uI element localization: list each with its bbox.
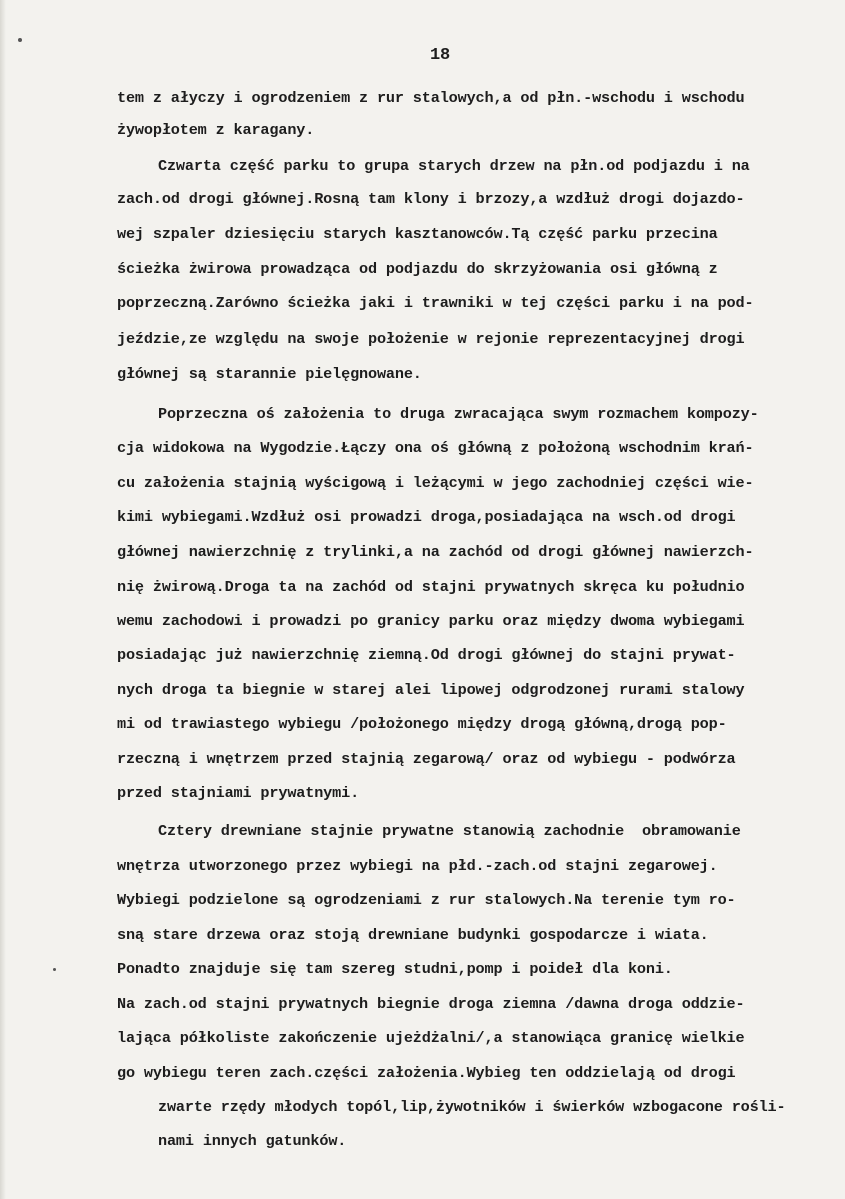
text-line: nię żwirową.Droga ta na zachód od stajni prywatnych skręca ku południo [117,578,745,596]
text-line: cu założenia stajnią wyścigową i leżącymi w jego zachodniej części wie- [117,474,754,492]
text-line: Wybiegi podzielone są ogrodzeniami z rur stalowych.Na terenie tym ro- [117,891,736,909]
page-edge-shadow [0,0,6,1199]
text-line: posiadając już nawierzchnię ziemną.Od drogi głównej do stajni prywat- [117,646,736,664]
text-line: wej szpaler dziesięciu starych kasztanowców.Tą część parku przecina [117,225,718,243]
text-line: cja widokowa na Wygodzie.Łączy ona oś główną z położoną wschodnim krań- [117,439,754,457]
text-line: głównej nawierzchnię z trylinki,a na zachód od drogi głównej nawierzch- [117,543,754,561]
text-line: rzeczną i wnętrzem przed stajnią zegarową/ oraz od wybiegu - podwórza [117,750,736,768]
text-line: go wybiegu teren zach.części założenia.Wybieg ten oddzielają od drogi [117,1064,736,1082]
text-line: jeździe,ze względu na swoje położenie w rejonie reprezentacyjnej drogi [117,330,745,348]
page-number: 18 [430,46,451,65]
text-line: Ponadto znajduje się tam szereg studni,pomp i poideł dla koni. [117,960,673,978]
text-line: lająca półkoliste zakończenie ujeżdżalni/,a stanowiąca granicę wielkie [117,1029,745,1047]
text-line: głównej są starannie pielęgnowane. [117,365,422,383]
text-line: mi od trawiastego wybiegu /położonego między drogą główną,drogą pop- [117,715,727,733]
text-line: Na zach.od stajni prywatnych biegnie droga ziemna /dawna droga oddzie- [117,995,745,1013]
text-line: zach.od drogi głównej.Rosną tam klony i brzozy,a wzdłuż drogi dojazdo- [117,190,745,208]
margin-mark [18,38,22,42]
text-line: sną stare drzewa oraz stoją drewniane budynki gospodarcze i wiata. [117,926,709,944]
text-line: poprzeczną.Zarówno ścieżka jaki i trawniki w tej części parku i na pod- [117,294,754,312]
text-line: tem z ałyczy i ogrodzeniem z rur stalowych,a od płn.-wschodu i wschodu [117,89,745,107]
text-line: kimi wybiegami.Wzdłuż osi prowadzi droga,posiadająca na wsch.od drogi [117,508,736,526]
margin-mark [53,968,56,971]
text-line: wnętrza utworzonego przez wybiegi na płd.-zach.od stajni zegarowej. [117,857,718,875]
text-line: Poprzeczna oś założenia to druga zwracająca swym rozmachem kompozy- [158,405,759,423]
text-line: ścieżka żwirowa prowadząca od podjazdu do skrzyżowania osi główną z [117,260,718,278]
text-line: Czwarta część parku to grupa starych drzew na płn.od podjazdu i na [158,157,750,175]
text-line: wemu zachodowi i prowadzi po granicy parku oraz między dwoma wybiegami [117,612,745,630]
text-line: Cztery drewniane stajnie prywatne stanowią zachodnie obramowanie [158,822,741,840]
text-line: nych droga ta biegnie w starej alei lipowej odgrodzonej rurami stalowy [117,681,745,699]
text-line: żywopłotem z karagany. [117,121,315,139]
text-line: przed stajniami prywatnymi. [117,784,360,802]
text-line: nami innych gatunków. [158,1132,347,1150]
text-line: zwarte rzędy młodych topól,lip,żywotników i świerków wzbogacone rośli- [158,1098,786,1116]
